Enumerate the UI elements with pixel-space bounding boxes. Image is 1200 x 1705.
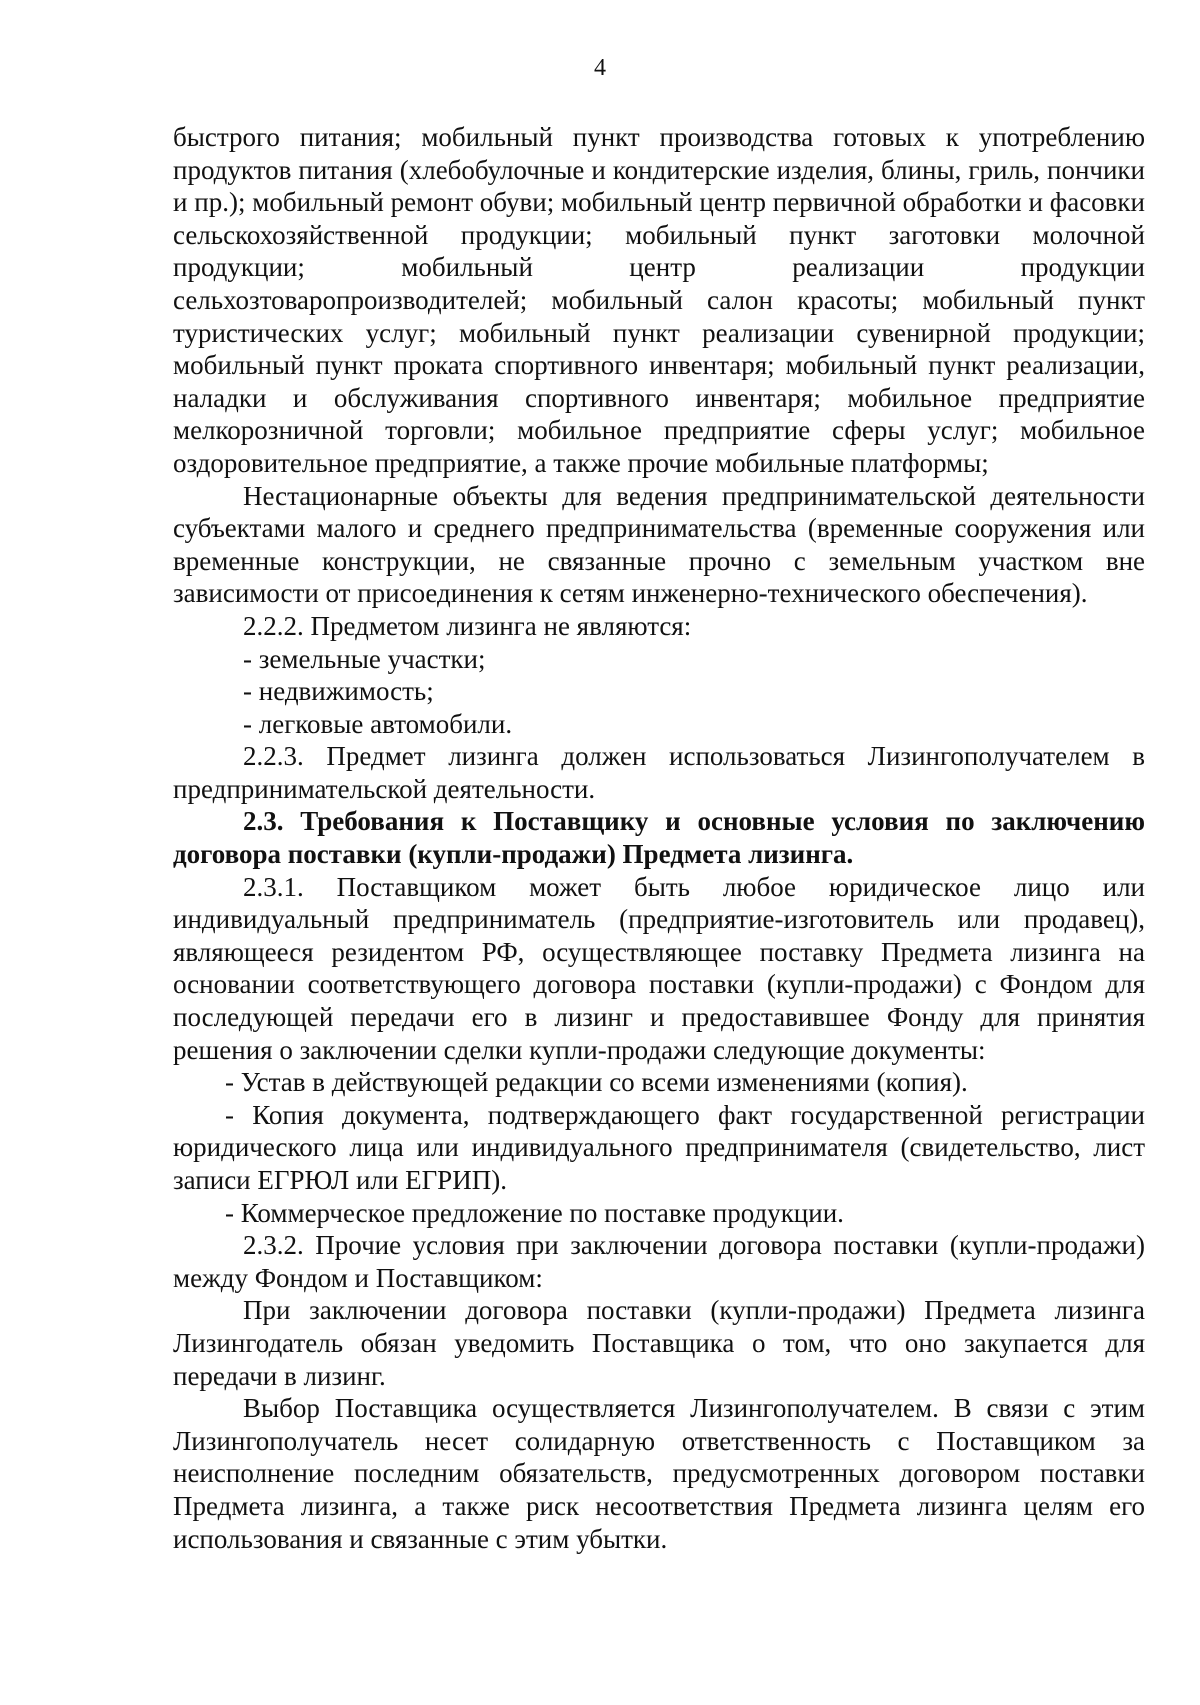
paragraph-2-2-2: 2.2.2. Предметом лизинга не являются: [243, 610, 692, 641]
paragraph-mobile-platforms: быстрого питания; мобильный пункт производства готовых к употреблению продуктов питания (хлебобулочные и кондитерские изделия, блины, гриль, пончики и пр.); мобильный ремонт обуви; мобильный центр первичной обработки и фасовки сельскохозяйственной продукции; мобильный пункт заготовки молочной продукции; мобильный центр реализации продукции сельхозтоваропроизводителей; мобильный салон красоты; мобильный пункт туристических услуг; мобильный пункт реализации сувенирной продукции; мобильный пункт проката спортивного инвентаря; мобильный пункт реализации, наладки и обслуживания спортивного инвентаря; мобильное предприятие мелкорозничной торговли; мобильное предприятие сферы услуг; мобильное оздоровительное предприятие, а также прочие мобильные платформы; [173, 122, 1145, 478]
list-item-registration-copy: - Копия документа, подтверждающего факт государственной регистрации юридического лица или индивидуального предпринимателя (свидетельство, лист записи ЕГРЮЛ или ЕГРИП). [173, 1099, 1145, 1195]
paragraph-supplier-choice: Выбор Поставщика осуществляется Лизингополучателем. В связи с этим Лизингополучатель несет солидарную ответственность с Поставщиком за неисполнение последним обязательств, предусмотренных договором поставки Предмета лизинга, а также риск несоответствия Предмета лизинга целям его использования и связанные с этим убытки. [173, 1393, 1145, 1554]
list-item-commercial-offer: - Коммерческое предложение по поставке продукции. [225, 1197, 844, 1228]
document-body [173, 121, 1145, 1555]
paragraph-2-3-1: 2.3.1. Поставщиком может быть любое юридическое лицо или индивидуальный предприниматель (предприятие-изготовитель или продавец), являющееся резидентом РФ, осуществляющее поставку Предмета лизинга на основании соответствующего договора поставки (купли-продажи) с Фондом для последующей передачи его в лизинг и предоставившее Фонду для принятия решения о заключении сделки купли-продажи следующие документы: [173, 871, 1145, 1065]
list-item-cars: - легковые автомобили. [243, 708, 513, 739]
paragraph-lessor-notice: При заключении договора поставки (купли-продажи) Предмета лизинга Лизингодатель обязан уведомить Поставщика о том, что оно закупается для передачи в лизинг. [173, 1295, 1145, 1391]
paragraph-nonstationary-objects: Нестационарные объекты для ведения предпринимательской деятельности субъектами малого и среднего предпринимательства (временные сооружения или временные конструкции, не связанные прочно с земельным участком вне зависимости от присоединения к сетям инженерно-технического обеспечения). [173, 480, 1145, 609]
paragraph-2-3-2: 2.3.2. Прочие условия при заключении договора поставки (купли-продажи) между Фондом и Поставщиком: [173, 1230, 1145, 1293]
section-heading-2-3: 2.3. Требования к Поставщику и основные условия по заключению договора поставки (купли-продажи) Предмета лизинга. [173, 806, 1145, 870]
paragraph-2-2-3: 2.2.3. Предмет лизинга должен использоваться Лизингополучателем в предпринимательской деятельности. [173, 741, 1145, 804]
list-item-land: - земельные участки; [243, 643, 486, 674]
list-item-real-estate: - недвижимость; [243, 676, 434, 707]
list-item-charter: - Устав в действующей редакции со всеми изменениями (копия). [225, 1067, 968, 1098]
page-number: 4 [594, 55, 606, 81]
